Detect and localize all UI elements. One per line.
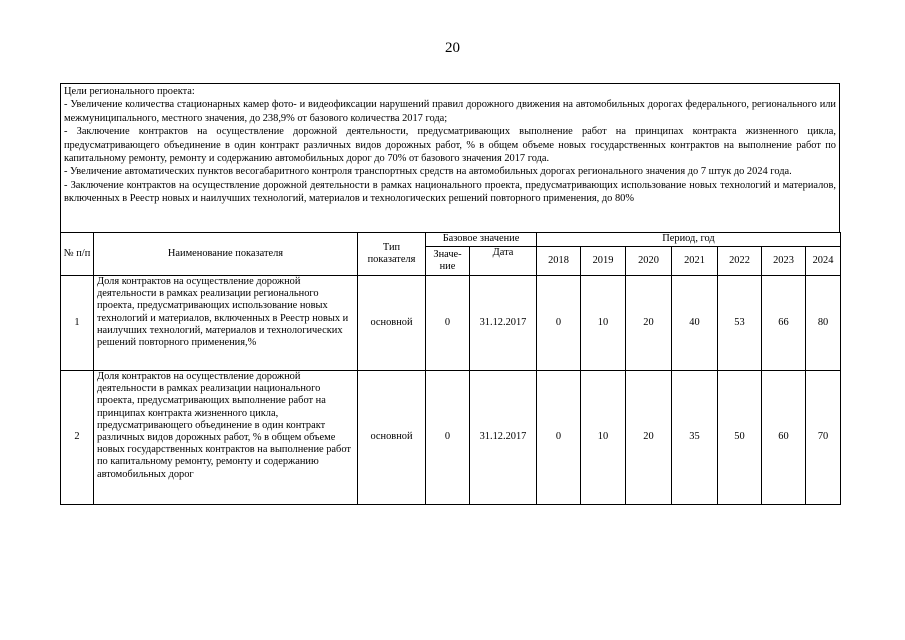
row-num: 2 <box>61 371 94 505</box>
row-value: 35 <box>672 371 718 505</box>
header-name: Наименование показателя <box>94 233 358 276</box>
row-value: 10 <box>581 371 626 505</box>
row-name: Доля контрактов на осуществление дорожной деятельности в рамках реализации национального проекта, предусматривающих выполнение работ на принципах контракта жизненного цикла, предусматривающего объединение в один контракт различных видов дорожных работ, % в общем объеме новых государственных контрактов на выполнение работ по капитальному ремонту, ремонту и содержанию автомобильных дорог <box>94 371 358 505</box>
header-period: Период, год <box>537 233 841 247</box>
row-name: Доля контрактов на осуществление дорожной деятельности в рамках реализации регионального проекта, предусматривающих использование новых технологий и материалов, включенных в Реестр новых и наилучших технологий, материалов и технологических решений повторного применения,% <box>94 276 358 371</box>
goal-item: - Увеличение количества стационарных камер фото- и видеофиксации нарушений правил дорожного движения на автомобильных дорогах федерального, регионального или межмуниципального, местного значения, до 238,9% от базового количества 2017 года; <box>64 99 836 124</box>
header-year: 2024 <box>806 247 841 276</box>
row-value: 80 <box>806 276 841 371</box>
goal-item: - Заключение контрактов на осуществление дорожной деятельности, предусматривающих выполнение работ на принципах контракта жизненного цикла, предусматривающего объединение в один контракт различных видов дорожных работ, % в общем объеме новых государственных контрактов на выполнение работ по капитальному ремонту, ремонту и содержанию автомобильных дорог до 70% от базового значения 2017 года. <box>64 126 836 165</box>
goals-block <box>60 83 840 232</box>
table-row <box>61 371 841 505</box>
header-year: 2022 <box>718 247 762 276</box>
row-value: 50 <box>718 371 762 505</box>
row-value: 66 <box>762 276 806 371</box>
row-base-value: 0 <box>426 276 470 371</box>
header-type: Тип показателя <box>358 233 426 276</box>
row-base-value: 0 <box>426 371 470 505</box>
row-value: 70 <box>806 371 841 505</box>
row-value: 20 <box>626 371 672 505</box>
header-year: 2019 <box>581 247 626 276</box>
header-year: 2021 <box>672 247 718 276</box>
goal-item: - Заключение контрактов на осуществление дорожной деятельности в рамках национального проекта, предусматривающих использование новых технологий и материалов, включенных в Реестр новых и наилучших технологий, материалов и технологических решений повторного применения, до 80% <box>64 179 836 205</box>
row-value: 20 <box>626 276 672 371</box>
header-year: 2023 <box>762 247 806 276</box>
row-num: 1 <box>61 276 94 371</box>
row-type: основной <box>358 371 426 505</box>
row-type: основной <box>358 276 426 371</box>
header-base-value: Значе-ние <box>426 247 470 276</box>
row-value: 0 <box>537 276 581 371</box>
header-base-date: Дата <box>470 247 537 276</box>
header-base: Базовое значение <box>426 233 537 247</box>
table-row <box>61 276 841 371</box>
header-year: 2018 <box>537 247 581 276</box>
row-base-date: 31.12.2017 <box>470 371 537 505</box>
goals-title: Цели регионального проекта: <box>64 86 195 97</box>
header-num: № п/п <box>61 233 94 276</box>
row-value: 60 <box>762 371 806 505</box>
row-value: 10 <box>581 276 626 371</box>
row-value: 53 <box>718 276 762 371</box>
row-base-date: 31.12.2017 <box>470 276 537 371</box>
indicators-table <box>60 232 841 505</box>
page-number: 20 <box>445 40 460 56</box>
row-value: 0 <box>537 371 581 505</box>
header-year: 2020 <box>626 247 672 276</box>
goal-item: - Увеличение автоматических пунктов весогабаритного контроля транспортных средств на автомобильных дорогах регионального значения до 7 штук до 2024 года. <box>64 166 792 178</box>
row-value: 40 <box>672 276 718 371</box>
